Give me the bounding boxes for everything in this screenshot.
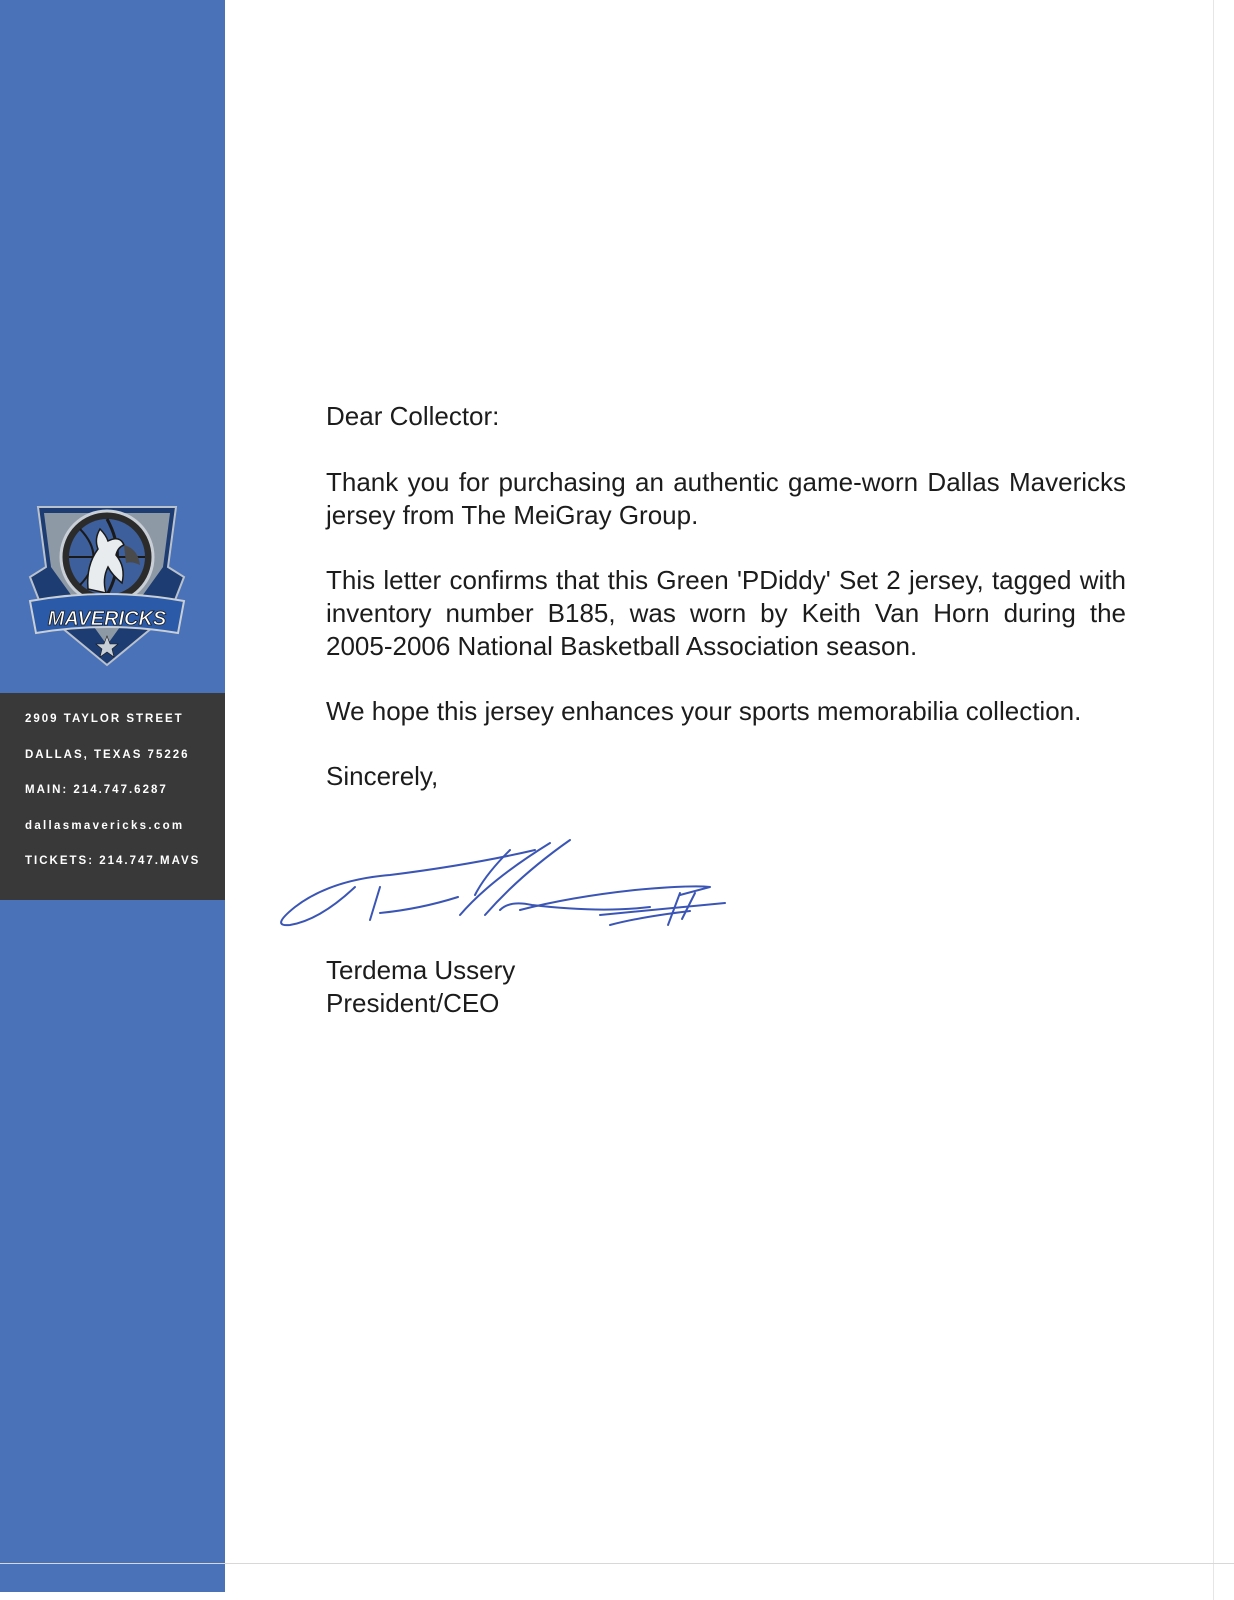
address-city: DALLAS, TEXAS 75226 [25, 748, 190, 761]
dallas-mavericks-logo-icon [28, 505, 186, 670]
main-phone: MAIN: 214.747.6287 [25, 784, 168, 796]
letter-closing: Sincerely, [326, 761, 439, 791]
logo-wordmark: MAVERICKS [47, 608, 167, 630]
signer-block [326, 954, 515, 1020]
page-edge-right [1213, 0, 1214, 1600]
contact-info-block [0, 693, 225, 900]
address-street: 2909 TAYLOR STREET [25, 713, 184, 725]
letter-paragraph: We hope this jersey enhances your sports memorabilia collection. [326, 696, 1082, 726]
tickets-phone: TICKETS: 214.747.MAVS [25, 855, 201, 867]
letter-body [326, 400, 1126, 793]
letter-paragraph: Thank you for purchasing an authentic game-worn Dallas Mavericks jersey from The MeiGray Group. [326, 467, 1126, 530]
website-link[interactable]: dallasmavericks.com [25, 819, 185, 832]
signer-title: President/CEO [326, 988, 500, 1018]
letter-greeting: Dear Collector: [326, 401, 500, 431]
handwritten-signature-icon [270, 835, 750, 955]
page-edge-bottom [0, 1563, 1234, 1564]
letter-paragraph: This letter confirms that this Green 'PDiddy' Set 2 jersey, tagged with inventory number B185, was worn by Keith Van Horn during the 2005-2006 National Basketball Association season. [326, 565, 1126, 661]
letterhead-sidebar [0, 0, 225, 1592]
signer-name: Terdema Ussery [326, 955, 516, 985]
